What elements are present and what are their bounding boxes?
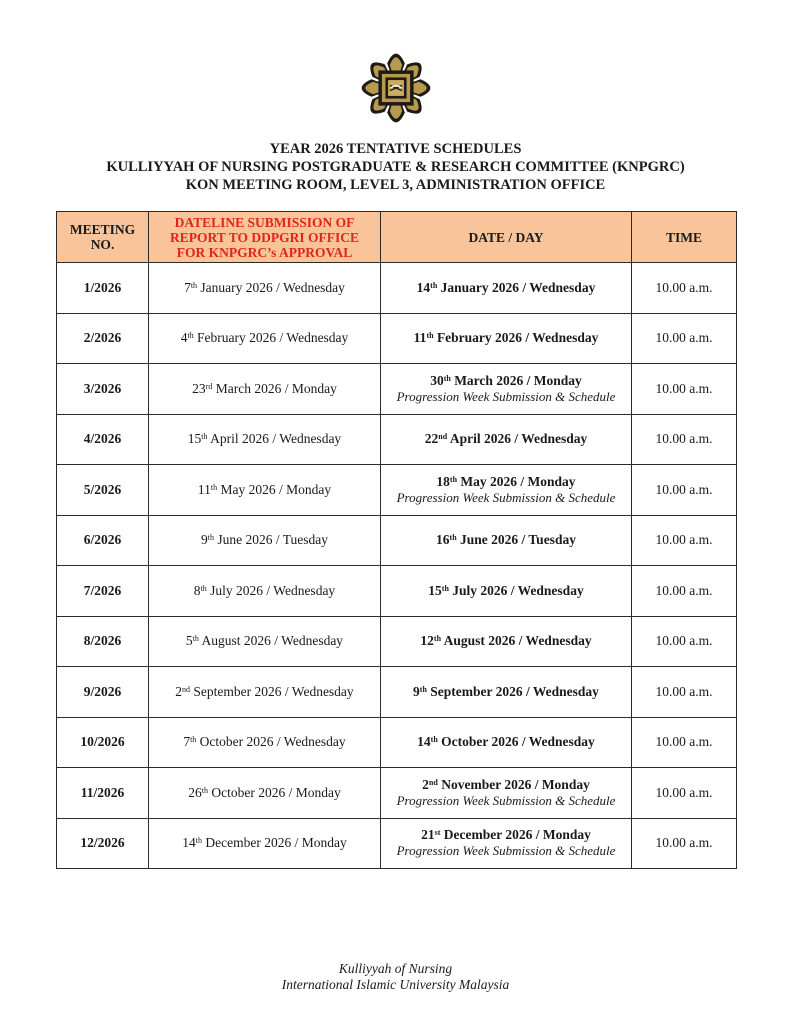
title-line-3: KON MEETING ROOM, LEVEL 3, ADMINISTRATION OFFICE: [185, 177, 606, 193]
meeting-no: 12/2026: [57, 818, 149, 869]
meeting-time: 10.00 a.m.: [632, 465, 737, 516]
meeting-no: 6/2026: [57, 515, 149, 566]
meeting-no: 2/2026: [57, 313, 149, 364]
meeting-no: 1/2026: [57, 263, 149, 314]
meeting-date-cell: [381, 465, 632, 516]
meeting-no: 5/2026: [57, 465, 149, 516]
dateline-submission: 2nd September 2026 / Wednesday: [149, 667, 381, 718]
meeting-time: 10.00 a.m.: [632, 566, 737, 617]
meeting-date-cell: [381, 313, 632, 364]
meeting-date: 12th August 2026 / Wednesday: [420, 633, 592, 649]
progression-week-note: Progression Week Submission & Schedule: [396, 792, 616, 808]
table-row: [57, 616, 737, 667]
meeting-time: 10.00 a.m.: [632, 717, 737, 768]
meeting-time: 10.00 a.m.: [632, 616, 737, 667]
meeting-date: 21st December 2026 / Monday: [421, 827, 591, 843]
dateline-submission: 23rd March 2026 / Monday: [149, 364, 381, 415]
meeting-date: 11th February 2026 / Wednesday: [413, 330, 599, 346]
dateline-submission: 8th July 2026 / Wednesday: [149, 566, 381, 617]
iium-crest-icon: [348, 44, 444, 132]
meeting-date-cell: [381, 263, 632, 314]
meeting-date-cell: [381, 667, 632, 718]
table-header-row: [57, 212, 737, 263]
footer: [0, 961, 791, 993]
meeting-date-cell: [381, 818, 632, 869]
table-row: [57, 566, 737, 617]
meeting-time: 10.00 a.m.: [632, 768, 737, 819]
table-row: [57, 364, 737, 415]
header-date-day: DATE / DAY: [381, 212, 632, 263]
title-line-2: KULLIYYAH OF NURSING POSTGRADUATE & RESEARCH COMMITTEE (KNPGRC): [106, 159, 685, 175]
dateline-submission: 9th June 2026 / Tuesday: [149, 515, 381, 566]
footer-line-1: Kulliyyah of Nursing: [338, 961, 453, 976]
meeting-date: 18th May 2026 / Monday: [436, 473, 576, 489]
meeting-no: 9/2026: [57, 667, 149, 718]
header-meeting-no: MEETING NO.: [57, 212, 149, 263]
table-row: [57, 717, 737, 768]
meeting-date-cell: [381, 515, 632, 566]
table-row: [57, 263, 737, 314]
table-row: [57, 515, 737, 566]
dateline-submission: 15th April 2026 / Wednesday: [149, 414, 381, 465]
meeting-date: 14th January 2026 / Wednesday: [416, 279, 596, 295]
meeting-no: 11/2026: [57, 768, 149, 819]
meeting-no: 7/2026: [57, 566, 149, 617]
dateline-submission: 7th October 2026 / Wednesday: [149, 717, 381, 768]
meeting-date-cell: [381, 566, 632, 617]
schedule-table: [56, 211, 737, 869]
progression-week-note: Progression Week Submission & Schedule: [396, 843, 616, 859]
meeting-date: 16th June 2026 / Tuesday: [436, 532, 576, 548]
dateline-submission: 7th January 2026 / Wednesday: [149, 263, 381, 314]
progression-week-note: Progression Week Submission & Schedule: [396, 388, 616, 404]
table-row: [57, 818, 737, 869]
meeting-date: 22nd April 2026 / Wednesday: [424, 431, 588, 447]
meeting-time: 10.00 a.m.: [632, 263, 737, 314]
meeting-date: 2nd November 2026 / Monday: [422, 776, 590, 792]
meeting-date: 14th October 2026 / Wednesday: [417, 734, 595, 750]
meeting-time: 10.00 a.m.: [632, 364, 737, 415]
table-row: [57, 465, 737, 516]
dateline-submission: 5th August 2026 / Wednesday: [149, 616, 381, 667]
meeting-time: 10.00 a.m.: [632, 667, 737, 718]
meeting-date-cell: [381, 717, 632, 768]
meeting-time: 10.00 a.m.: [632, 414, 737, 465]
header-time: TIME: [632, 212, 737, 263]
header-dateline-submission: DATELINE SUBMISSION OF REPORT TO DDPGRI OFFICE FOR KNPGRC’s APPROVAL: [149, 212, 381, 263]
meeting-no: 10/2026: [57, 717, 149, 768]
footer-line-2: International Islamic University Malaysia: [281, 977, 510, 992]
meeting-date-cell: [381, 364, 632, 415]
meeting-no: 4/2026: [57, 414, 149, 465]
meeting-no: 3/2026: [57, 364, 149, 415]
title-line-1: YEAR 2026 TENTATIVE SCHEDULES: [269, 141, 522, 157]
meeting-time: 10.00 a.m.: [632, 818, 737, 869]
dateline-submission: 11th May 2026 / Monday: [149, 465, 381, 516]
meeting-date: 30th March 2026 / Monday: [430, 372, 582, 388]
document-title: [0, 140, 791, 194]
meeting-date: 9th September 2026 / Wednesday: [413, 683, 599, 699]
meeting-date-cell: [381, 616, 632, 667]
meeting-date: 15th July 2026 / Wednesday: [428, 582, 584, 598]
dateline-submission: 4th February 2026 / Wednesday: [149, 313, 381, 364]
meeting-time: 10.00 a.m.: [632, 313, 737, 364]
table-row: [57, 667, 737, 718]
table-row: [57, 768, 737, 819]
meeting-time: 10.00 a.m.: [632, 515, 737, 566]
table-row: [57, 414, 737, 465]
progression-week-note: Progression Week Submission & Schedule: [396, 489, 616, 505]
meeting-date-cell: [381, 414, 632, 465]
dateline-submission: 14th December 2026 / Monday: [149, 818, 381, 869]
table-row: [57, 313, 737, 364]
dateline-submission: 26th October 2026 / Monday: [149, 768, 381, 819]
meeting-date-cell: [381, 768, 632, 819]
meeting-no: 8/2026: [57, 616, 149, 667]
